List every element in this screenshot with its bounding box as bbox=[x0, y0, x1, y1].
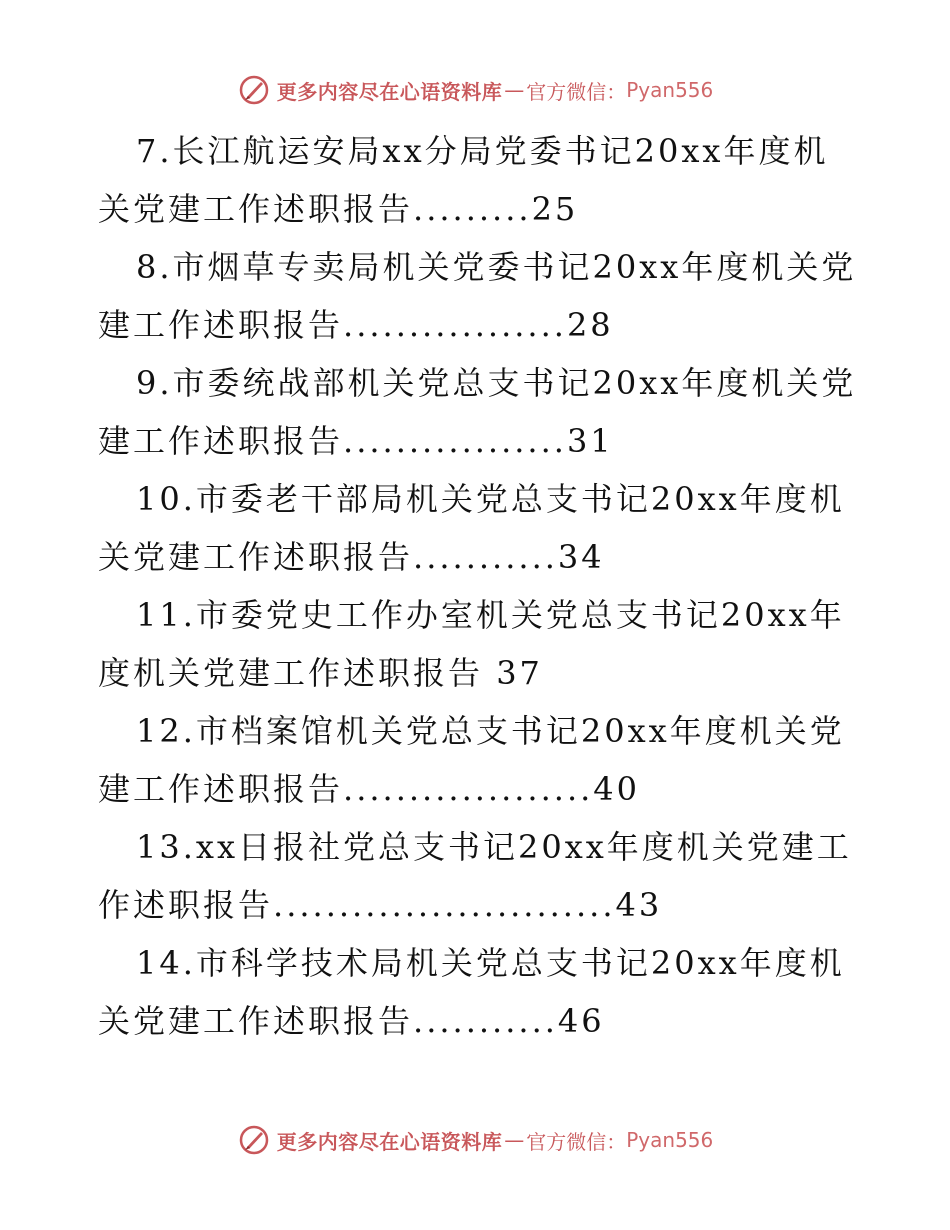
banner-dash: — bbox=[504, 1128, 525, 1152]
toc-entry-title: 12.市档案馆机关党总支书记20xx年度机关党建工作述职报告 bbox=[98, 712, 845, 808]
toc-entry-page: 34 bbox=[557, 538, 605, 576]
quill-logo-icon bbox=[237, 1123, 271, 1157]
toc-entry[interactable] bbox=[98, 354, 858, 470]
banner-slogan: 更多内容尽在心语资料库 bbox=[276, 1129, 503, 1154]
toc-entry[interactable] bbox=[98, 122, 858, 238]
toc-entry-page: 40 bbox=[593, 770, 640, 808]
toc-entry-page: 43 bbox=[615, 886, 663, 924]
toc-entry-leader bbox=[483, 654, 496, 692]
header-banner bbox=[0, 70, 950, 110]
toc-entry-leader: .......................... bbox=[273, 886, 616, 924]
toc-entry-title: 13.xx日报社党总支书记20xx年度机关党建工作述职报告 bbox=[98, 828, 852, 924]
toc-entry-page: 31 bbox=[566, 422, 614, 460]
toc-entry-title: 14.市科学技术局机关党总支书记20xx年度机关党建工作述职报告 bbox=[98, 944, 845, 1040]
toc-entry-leader: ........... bbox=[413, 538, 558, 576]
toc-entry[interactable] bbox=[98, 818, 858, 934]
toc-entry[interactable] bbox=[98, 238, 858, 354]
toc-entry[interactable] bbox=[98, 586, 858, 702]
footer-banner bbox=[0, 1120, 950, 1160]
toc-entry-title: 10.市委老干部局机关党总支书记20xx年度机关党建工作述职报告 bbox=[98, 480, 845, 576]
toc-entry-leader: ......... bbox=[413, 190, 532, 228]
toc-entry[interactable] bbox=[98, 470, 858, 586]
banner-wechat-id: Pyan556 bbox=[626, 78, 714, 102]
toc-entry-page: 28 bbox=[566, 306, 614, 344]
table-of-contents bbox=[98, 122, 858, 1050]
toc-entry[interactable] bbox=[98, 702, 858, 818]
toc-entry-title: 8.市烟草专卖局机关党委书记20xx年度机关党建工作述职报告 bbox=[98, 248, 857, 344]
toc-entry-leader: ................. bbox=[343, 306, 567, 344]
toc-entry-leader: ................. bbox=[343, 422, 567, 460]
toc-entry-page: 46 bbox=[557, 1002, 605, 1040]
banner-slogan: 更多内容尽在心语资料库 bbox=[276, 79, 503, 104]
toc-entry-title: 7.长江航运安局xx分局党委书记20xx年度机关党建工作述职报告 bbox=[98, 132, 829, 228]
banner-wechat-id: Pyan556 bbox=[626, 1128, 714, 1152]
toc-entry-title: 9.市委统战部机关党总支书记20xx年度机关党建工作述职报告 bbox=[98, 364, 857, 460]
quill-logo-icon bbox=[237, 73, 271, 107]
banner-wechat-label: 官方微信： bbox=[526, 79, 627, 104]
toc-entry-page: 37 bbox=[496, 654, 543, 692]
toc-entry[interactable] bbox=[98, 934, 858, 1050]
toc-entry-page: 25 bbox=[531, 190, 579, 228]
banner-wechat-label: 官方微信： bbox=[526, 1129, 627, 1154]
toc-entry-title: 11.市委党史工作办室机关党总支书记20xx年度机关党建工作述职报告 bbox=[98, 596, 845, 692]
toc-entry-leader: ................... bbox=[343, 770, 594, 808]
toc-entry-leader: ........... bbox=[413, 1002, 558, 1040]
banner-dash: — bbox=[504, 78, 525, 102]
